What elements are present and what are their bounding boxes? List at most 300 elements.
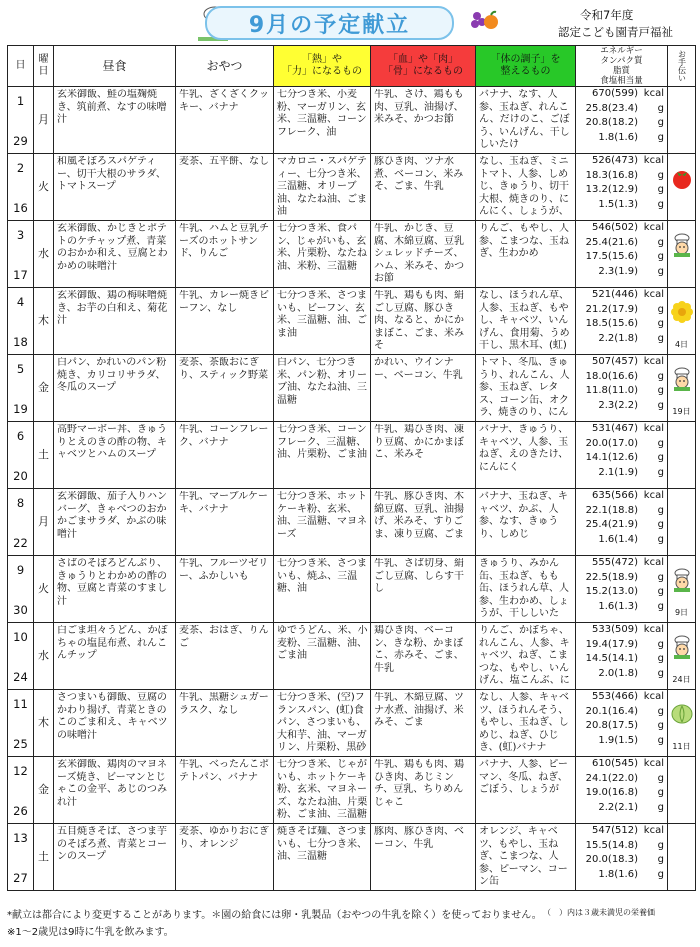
body-foods-cell xyxy=(371,422,476,489)
notes-cell xyxy=(668,556,696,623)
protein-line xyxy=(576,236,664,251)
energy-unit: kcal xyxy=(643,88,664,99)
salt-value: 2.0(1.8) xyxy=(598,667,638,679)
lunch-text: 玄米御飯、鶏肉のマヨネーズ焼き、ビーマンとじゃこの金平、あじのつみれ汁 xyxy=(57,759,167,808)
notes-header-label: お手伝い xyxy=(677,50,687,82)
fat-line xyxy=(576,250,664,265)
lunch-cell xyxy=(54,757,176,824)
date-second: 19 xyxy=(13,401,28,416)
protein-line xyxy=(576,571,664,586)
menu-row xyxy=(8,489,696,556)
weekday-cell: 木 xyxy=(34,690,54,757)
body-foods-cell xyxy=(371,623,476,690)
body-foods-text: 豚ひき肉、ツナ水煮、ベーコン、米みそ、ごま、牛乳 xyxy=(374,156,464,192)
energy-line xyxy=(576,623,664,638)
snack-text: 牛乳、カレー焼きビーフン、なし xyxy=(179,290,269,314)
date-second: 16 xyxy=(13,200,28,215)
fat-line xyxy=(576,853,664,868)
salt-unit: g xyxy=(657,466,664,478)
fat-value: 13.2(12.9) xyxy=(585,184,638,195)
body-foods-text: 牛乳、かじき、豆腐、木綿豆腐、豆乳シュレッドチーズ、ハム、米みそ、かつお節 xyxy=(374,223,465,284)
flower-icon xyxy=(668,300,695,329)
date-first: 10 xyxy=(13,630,28,644)
date-first: 9 xyxy=(16,563,25,577)
fat-value: 20.8(18.2) xyxy=(585,117,638,128)
date-cell xyxy=(8,690,34,757)
energy-unit: kcal xyxy=(643,423,664,434)
fat-line xyxy=(576,652,664,667)
regulating-foods-text: バナナ、きゅうり、キャベツ、人参、玉ねぎ、えのきたけ、にんにく xyxy=(479,424,569,473)
weekday-cell: 土 xyxy=(34,422,54,489)
snack-cell xyxy=(176,221,274,288)
salt-unit: g xyxy=(657,600,664,612)
weekday-cell: 火 xyxy=(34,154,54,221)
protein-value: 22.1(18.8) xyxy=(585,504,638,516)
body-foods-text: 牛乳、さけ、鶏もも肉、豆乳、油揚げ、米みそ、かつお節 xyxy=(374,89,464,125)
title-banner xyxy=(205,6,454,40)
date-cell xyxy=(8,623,34,690)
menu-row xyxy=(8,355,696,422)
snack-cell xyxy=(176,489,274,556)
lunch-cell xyxy=(54,355,176,422)
energy-foods-text: マカロニ・スパゲティー、七分つき米、三温糖、オリーブ油、なたね油、ごま油 xyxy=(277,156,367,217)
energy-value: 553(466) xyxy=(592,691,638,702)
date-cell xyxy=(8,87,34,154)
footer-note: *献立は都合により変更することがあります。＊園の給食には卵・乳製品（おやつの牛乳を除く）を使っておりません。 xyxy=(7,910,542,921)
energy-value: 546(502) xyxy=(592,222,638,233)
date-second: 26 xyxy=(13,803,28,818)
date-cell xyxy=(8,489,34,556)
snack-text: 麦茶、ゆかりおにぎり、オレンジ xyxy=(179,826,269,850)
header xyxy=(0,0,700,44)
salt-value: 2.2(1.8) xyxy=(598,332,638,344)
body-foods-cell xyxy=(371,489,476,556)
fat-unit: g xyxy=(657,184,664,195)
energy-unit: kcal xyxy=(643,490,664,501)
energy-foods-cell xyxy=(274,824,371,891)
energy-value: 547(512) xyxy=(592,825,638,836)
notes-cell xyxy=(668,87,696,154)
regulating-foods-text: なし、ほうれん草、人参、玉ねぎ、もやし、キャベツ、いんげん、食用菊、うめ干し、黒木耳、(虹) xyxy=(479,290,570,351)
fat-unit: g xyxy=(657,854,664,865)
regulating-foods-text: オレンジ、キャベツ、もやし、玉ねぎ、こまつな、人参、ピーマン、コーン缶 xyxy=(479,826,568,887)
weekday-cell: 土 xyxy=(34,824,54,891)
energy-line xyxy=(576,489,664,504)
energy-foods-cell xyxy=(274,623,371,690)
protein-line xyxy=(576,638,664,653)
body-foods-cell xyxy=(371,757,476,824)
fat-value: 14.1(12.6) xyxy=(585,452,638,463)
weekday-cell: 月 xyxy=(34,489,54,556)
regulating-foods-line2: 整えるもの xyxy=(500,66,551,77)
protein-unit: g xyxy=(657,705,664,717)
nutrition-cell xyxy=(576,154,668,221)
regulating-foods-text: トマト、冬瓜、きゅうり、れんこん、人参、玉ねぎ、レタス、コーン缶、オクラ、焼きのり、にん xyxy=(479,357,570,418)
body-foods-cell xyxy=(371,87,476,154)
menu-table xyxy=(7,45,696,891)
body-foods-cell xyxy=(371,288,476,355)
cook-icon xyxy=(668,635,695,664)
regulating-foods-cell xyxy=(476,690,576,757)
fat-line xyxy=(576,317,664,332)
body-foods-text: 牛乳、さば切身、絹ごし豆腐、しらす干し xyxy=(374,558,464,594)
energy-line xyxy=(576,87,664,102)
protein-line xyxy=(576,839,664,854)
nutrition-cell xyxy=(576,355,668,422)
salt-line xyxy=(576,801,664,816)
energy-unit: kcal xyxy=(643,222,664,233)
snack-text: 牛乳、コーンフレーク、バナナ xyxy=(179,424,269,448)
salt-line xyxy=(576,533,664,548)
energy-line xyxy=(576,690,664,705)
protein-value: 20.1(16.4) xyxy=(585,705,638,717)
energy-foods-text: 白パン、七分つき米、パン粉、オリーブ油、なたね油、三温糖 xyxy=(277,357,367,406)
protein-unit: g xyxy=(657,504,664,516)
energy-foods-text: 七分つき米、さつまいも、ビーフン、玄米、三温糖、油、ごま油 xyxy=(277,290,367,339)
snack-cell xyxy=(176,757,274,824)
date-second: 22 xyxy=(13,535,28,550)
protein-value: 15.5(14.8) xyxy=(585,839,638,851)
salt-value: 2.3(2.2) xyxy=(598,399,638,411)
notes-cell xyxy=(668,690,696,757)
date-first: 1 xyxy=(16,94,25,108)
lunch-text: 玄米御飯、かじきとポテトのケチャップ煮、青菜のおかか和え、豆腐とわかめの味噌汁 xyxy=(57,223,168,272)
energy-foods-line1: 「熱」や xyxy=(302,53,342,65)
energy-value: 533(509) xyxy=(592,624,638,635)
regulating-foods-text: りんご、もやし、人参、こまつな、玉ねぎ、生わかめ xyxy=(479,223,569,259)
regulating-foods-text: りんご、かぼちゃ、れんこん、人参、キャベツ、ねぎ、こまつな、もやし、いんげん、塩こんぶ、に xyxy=(479,625,570,686)
body-foods-cell xyxy=(371,154,476,221)
date-second: 27 xyxy=(13,870,28,885)
fat-value: 19.0(16.8) xyxy=(585,787,638,798)
lunch-text: 玄米御飯、茄子入りハンバーグ、きゃべつのおかかごまサラダ、かぶの味噌汁 xyxy=(57,491,167,540)
energy-line xyxy=(576,824,664,839)
snack-text: 牛乳、ハムと豆乳チーズのホットサンド、りんご xyxy=(179,223,269,259)
menu-row xyxy=(8,422,696,489)
notes-cell xyxy=(668,154,696,221)
nutrition-cell xyxy=(576,221,668,288)
protein-value: 20.0(17.0) xyxy=(585,437,638,449)
energy-foods-text: 七分つき米、じゃがいも、ホットケーキ粉、玄米、マヨネーズ、なたね油、片栗粉、ごま油、三温糖 xyxy=(277,759,368,820)
menu-row xyxy=(8,824,696,891)
regulating-foods-header xyxy=(476,46,576,87)
energy-foods-text: 七分つき米、ホットケーキ粉、玄米、油、三温糖、マヨネーズ xyxy=(277,491,367,540)
salt-value: 1.8(1.6) xyxy=(598,868,638,880)
nutrition-energy-label: エネルギー xyxy=(600,46,643,56)
helper-day-label: 9日 xyxy=(674,607,689,617)
fat-line xyxy=(576,518,664,533)
notes-cell xyxy=(668,422,696,489)
salt-unit: g xyxy=(657,667,664,679)
protein-line xyxy=(576,705,664,720)
protein-line xyxy=(576,370,664,385)
lunch-cell xyxy=(54,556,176,623)
snack-text: 牛乳、べったんこポテトパン、バナナ xyxy=(179,759,269,783)
body-foods-cell xyxy=(371,824,476,891)
energy-foods-text: 七分つき米、食パン、じゃがいも、玄米、片栗粉、なたね油、米粉、三温糖 xyxy=(277,223,367,272)
body-foods-text: 牛乳、豚ひき肉、木綿豆腐、豆乳、油揚げ、米みそ、すりごま、凍り豆腐、ごま xyxy=(374,491,464,540)
weekday-cell: 木 xyxy=(34,288,54,355)
lunch-cell xyxy=(54,422,176,489)
energy-foods-text: 七分つき米、(空)フランスパン、(虹)食パン、さつまいも、大和芋、油、マーガリン、片栗粉、黒砂 xyxy=(277,692,367,753)
lunch-cell xyxy=(54,288,176,355)
lunch-cell xyxy=(54,87,176,154)
body-foods-text: 牛乳、鶏ひき肉、凍り豆腐、かにかまぼこ、米みそ xyxy=(374,424,464,460)
energy-foods-cell xyxy=(274,422,371,489)
lunch-text: 白ごま坦々うどん、かぼちゃの塩昆布煮、れんこんチップ xyxy=(57,625,168,661)
fat-value: 25.4(21.9) xyxy=(585,519,638,530)
regulating-foods-cell xyxy=(476,87,576,154)
fat-unit: g xyxy=(657,251,664,262)
fat-unit: g xyxy=(657,452,664,463)
fat-unit: g xyxy=(657,586,664,597)
notes-cell xyxy=(668,489,696,556)
protein-unit: g xyxy=(657,839,664,851)
regulating-foods-cell xyxy=(476,757,576,824)
weekday-cell: 月 xyxy=(34,87,54,154)
energy-line xyxy=(576,556,664,571)
date-first: 5 xyxy=(16,362,25,376)
salt-line xyxy=(576,198,664,213)
energy-foods-cell xyxy=(274,288,371,355)
energy-foods-cell xyxy=(274,154,371,221)
salt-line xyxy=(576,399,664,414)
date-second: 18 xyxy=(13,334,28,349)
energy-foods-cell xyxy=(274,221,371,288)
energy-unit: kcal xyxy=(643,624,664,635)
fat-unit: g xyxy=(657,519,664,530)
protein-unit: g xyxy=(657,303,664,315)
date-cell xyxy=(8,221,34,288)
energy-unit: kcal xyxy=(643,356,664,367)
weekday-header: 曜日 xyxy=(34,46,54,87)
date-cell xyxy=(8,556,34,623)
lunch-cell xyxy=(54,154,176,221)
snack-cell xyxy=(176,824,274,891)
energy-foods-text: 七分つき米、コーンフレーク、三温糖、油、片栗粉、ごま油 xyxy=(277,424,367,460)
cook-icon xyxy=(668,568,695,597)
protein-unit: g xyxy=(657,370,664,382)
lunch-cell xyxy=(54,824,176,891)
protein-line xyxy=(576,303,664,318)
energy-line xyxy=(576,221,664,236)
protein-unit: g xyxy=(657,169,664,181)
date-second: 29 xyxy=(13,133,28,148)
lunch-text: 和風そぼろスパゲティー、切干大根のサラダ、トマトスープ xyxy=(57,156,166,192)
notes-header xyxy=(668,46,696,87)
fat-unit: g xyxy=(657,318,664,329)
body-foods-text: かれい、ウインナー、ベーコン、牛乳 xyxy=(374,357,463,381)
page-title: 9月の予定献立 xyxy=(248,12,411,38)
fat-value: 14.5(14.1) xyxy=(585,653,638,664)
school-name: 認定こども園青戸福祉 xyxy=(558,25,673,39)
lunch-cell xyxy=(54,221,176,288)
salt-value: 1.9(1.5) xyxy=(598,734,638,746)
energy-unit: kcal xyxy=(643,758,664,769)
protein-value: 21.2(17.9) xyxy=(585,303,638,315)
snack-cell xyxy=(176,154,274,221)
protein-value: 24.1(22.0) xyxy=(585,772,638,784)
snack-cell xyxy=(176,87,274,154)
snack-text: 牛乳、黒糖シュガーラスク、なし xyxy=(179,692,269,716)
lunch-text: 五目焼きそば、さつま芋のそぼろ煮、青菜とコーンのスープ xyxy=(57,826,167,862)
notes-cell xyxy=(668,355,696,422)
energy-line xyxy=(576,154,664,169)
regulating-foods-text: なし、人参、キャベツ、ほうれんそう、もやし、玉ねぎ、しめじ、ねぎ、ひじき、(虹)バナナ xyxy=(479,692,569,753)
nutrition-cell xyxy=(576,824,668,891)
nutrition-cell xyxy=(576,422,668,489)
lunch-text: 玄米御飯、鶏の梅味噌焼き、お芋の白和え、菊花汁 xyxy=(57,290,168,326)
nutrition-fat-label: 脂質 xyxy=(612,66,630,76)
energy-foods-cell xyxy=(274,757,371,824)
energy-foods-header xyxy=(274,46,371,87)
snack-header: おやつ xyxy=(176,46,274,87)
protein-value: 19.4(17.9) xyxy=(585,638,638,650)
date-second: 20 xyxy=(13,468,28,483)
lunch-cell xyxy=(54,489,176,556)
fat-value: 20.0(18.3) xyxy=(585,854,638,865)
body-foods-header xyxy=(371,46,476,87)
fat-unit: g xyxy=(657,385,664,396)
energy-foods-cell xyxy=(274,87,371,154)
salt-line xyxy=(576,868,664,883)
regulating-foods-cell xyxy=(476,154,576,221)
energy-foods-cell xyxy=(274,355,371,422)
protein-value: 18.0(16.6) xyxy=(585,370,638,382)
date-first: 13 xyxy=(13,831,28,845)
regulating-foods-cell xyxy=(476,355,576,422)
salt-value: 2.1(1.9) xyxy=(598,466,638,478)
protein-unit: g xyxy=(657,102,664,114)
snack-cell xyxy=(176,288,274,355)
fat-unit: g xyxy=(657,653,664,664)
nutrition-protein-label: タンパク質 xyxy=(600,56,643,66)
energy-foods-text: 七分つき米、小麦粉、マーガリン、玄米、三温糖、コーンフレーク、油 xyxy=(277,89,367,138)
salt-value: 1.8(1.6) xyxy=(598,131,638,143)
regulating-foods-line1: 「体の調子」を xyxy=(490,53,561,65)
salt-line xyxy=(576,466,664,481)
body-foods-cell xyxy=(371,355,476,422)
fat-value: 20.8(17.5) xyxy=(585,720,638,731)
nutrition-cell xyxy=(576,489,668,556)
fat-line xyxy=(576,384,664,399)
lunch-cell xyxy=(54,690,176,757)
energy-foods-cell xyxy=(274,690,371,757)
nutrition-cell xyxy=(576,288,668,355)
weekday-cell: 水 xyxy=(34,623,54,690)
date-first: 11 xyxy=(13,697,28,711)
regulating-foods-cell xyxy=(476,288,576,355)
date-cell xyxy=(8,288,34,355)
energy-line xyxy=(576,355,664,370)
menu-row xyxy=(8,556,696,623)
date-cell xyxy=(8,757,34,824)
salt-value: 1.6(1.3) xyxy=(598,600,638,612)
nutrition-salt-label: 食塩相当量 xyxy=(600,76,643,86)
nutrition-cell xyxy=(576,690,668,757)
body-foods-text: 牛乳、鶏もも肉、絹ごし豆腐、豚ひき肉、なると、かにかまぼこ、ごま、米みそ xyxy=(374,290,464,351)
protein-unit: g xyxy=(657,772,664,784)
salt-unit: g xyxy=(657,399,664,411)
fruit-icon xyxy=(470,6,500,34)
body-foods-cell xyxy=(371,221,476,288)
fat-unit: g xyxy=(657,720,664,731)
helper-day-label: 4日 xyxy=(674,339,689,349)
energy-line xyxy=(576,757,664,772)
date-first: 6 xyxy=(16,429,25,443)
energy-line xyxy=(576,288,664,303)
protein-line xyxy=(576,437,664,452)
date-first: 4 xyxy=(16,295,25,309)
menu-row xyxy=(8,154,696,221)
protein-value: 18.3(16.8) xyxy=(585,169,638,181)
energy-line xyxy=(576,422,664,437)
salt-line xyxy=(576,734,664,749)
fat-line xyxy=(576,183,664,198)
salt-unit: g xyxy=(657,801,664,813)
fat-unit: g xyxy=(657,787,664,798)
menu-row xyxy=(8,757,696,824)
energy-foods-line2: 「力」になるもの xyxy=(282,66,362,77)
protein-unit: g xyxy=(657,638,664,650)
regulating-foods-cell xyxy=(476,489,576,556)
regulating-foods-cell xyxy=(476,556,576,623)
nutrition-header xyxy=(576,46,668,87)
regulating-foods-text: バナナ、なす、人参、玉ねぎ、れんこん、だけのこ、ごぼう、いんげん、干ししいたけ xyxy=(479,89,570,150)
tomato-icon xyxy=(668,166,695,195)
table-header-row xyxy=(8,46,696,87)
lunch-text: さつまいも御飯、豆腐のかわり揚げ、青菜ときのこのごま和え、キャベツの味噌汁 xyxy=(57,692,168,741)
menu-row xyxy=(8,288,696,355)
lunch-text: 玄米御飯、鮭の塩麹焼き、筑前煮、なすの味噌汁 xyxy=(57,89,167,125)
snack-text: 麦茶、茶飯おにぎり、スティック野菜 xyxy=(179,357,268,381)
energy-value: 610(545) xyxy=(592,758,638,769)
protein-value: 22.5(18.9) xyxy=(585,571,638,583)
regulating-foods-text: きゅうり、みかん缶、玉ねぎ、もも缶、ほうれん草、人参、生わかめ、しょうが、干ししいた xyxy=(479,558,569,619)
fat-line xyxy=(576,585,664,600)
protein-unit: g xyxy=(657,236,664,248)
cook-icon xyxy=(668,233,695,262)
lunch-cell xyxy=(54,623,176,690)
regulating-foods-cell xyxy=(476,221,576,288)
salt-line xyxy=(576,667,664,682)
energy-value: 670(599) xyxy=(592,88,638,99)
protein-value: 25.4(21.6) xyxy=(585,236,638,248)
snack-text: 牛乳、マーブルケーキ、バナナ xyxy=(179,491,268,515)
energy-unit: kcal xyxy=(643,289,664,300)
energy-unit: kcal xyxy=(643,155,664,166)
date-second: 17 xyxy=(13,267,28,282)
nutrition-cell xyxy=(576,87,668,154)
fat-line xyxy=(576,116,664,131)
snack-cell xyxy=(176,422,274,489)
weekday-cell: 金 xyxy=(34,757,54,824)
protein-line xyxy=(576,102,664,117)
snack-text: 麦茶、おはぎ、りんご xyxy=(179,625,269,649)
regulating-foods-cell xyxy=(476,824,576,891)
fat-line xyxy=(576,719,664,734)
snack-text: 麦茶、五平餅、なし xyxy=(179,156,269,167)
energy-foods-text: 焼きそば麺、さつまいも、七分つき米、油、三温糖 xyxy=(277,826,367,862)
salt-value: 2.3(1.9) xyxy=(598,265,638,277)
protein-line xyxy=(576,169,664,184)
salt-line xyxy=(576,131,664,146)
cook-icon xyxy=(668,367,695,396)
body-foods-cell xyxy=(371,690,476,757)
helper-day-label: 24日 xyxy=(672,674,691,684)
footer-parenthesis-note: （ ）内は３歳未満児の栄養価 xyxy=(543,908,655,917)
body-foods-text: 豚肉、豚ひき肉、ベーコン、牛乳 xyxy=(374,826,464,850)
